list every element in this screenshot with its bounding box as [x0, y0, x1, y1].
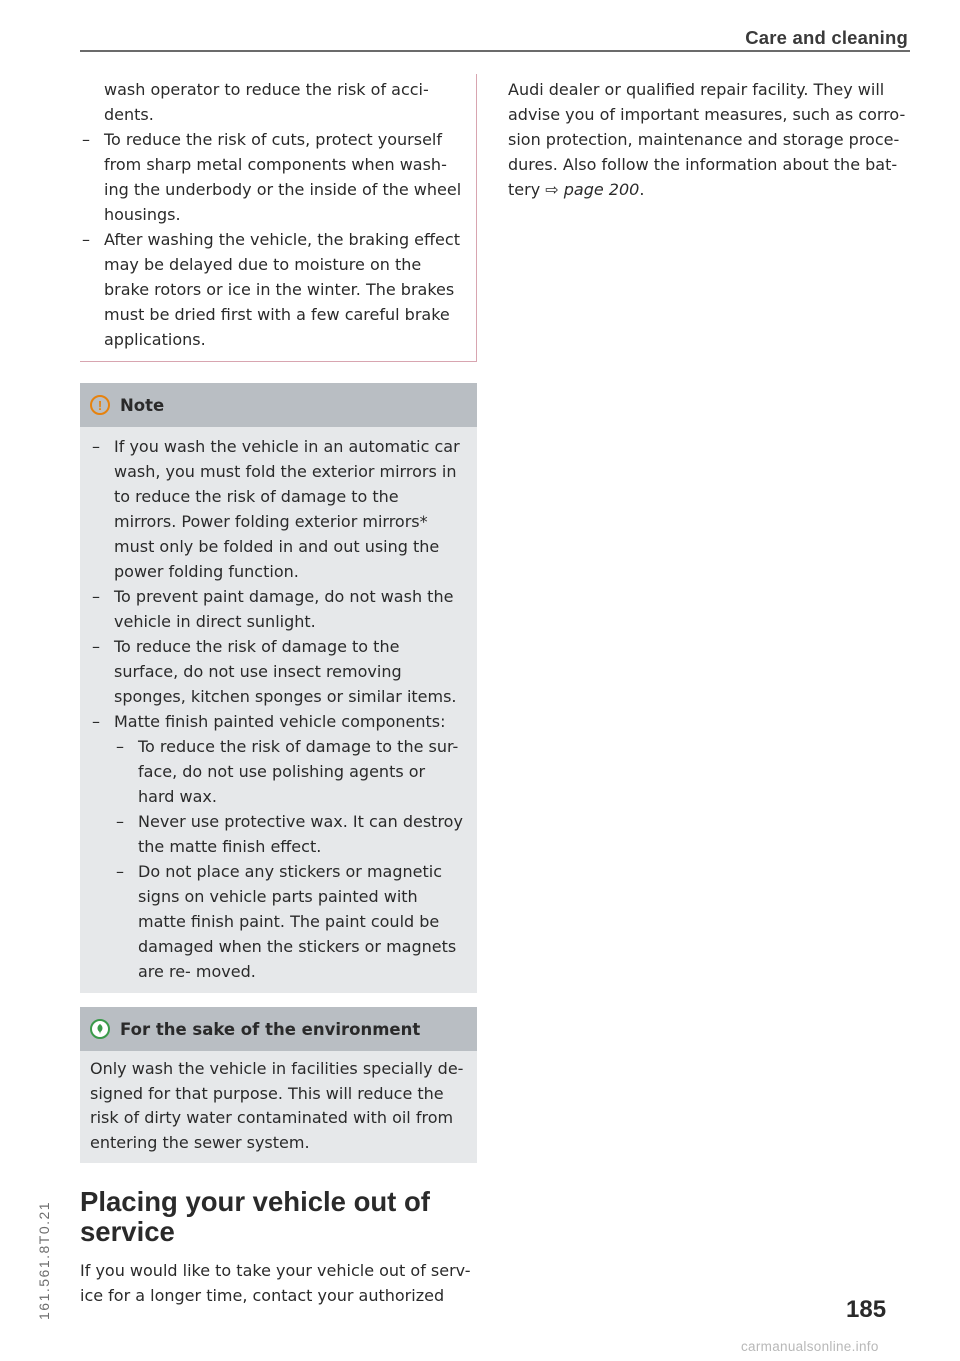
note-subitem: – To reduce the risk of damage to the sur- face, do not use polishing agents or hard wax.	[114, 734, 465, 809]
note-sublist	[114, 734, 465, 984]
environment-text: Only wash the vehicle in facilities specially de- signed for that purpose. This will reduce the risk of dirty water contaminated with oil from entering the sewer system.	[90, 1059, 464, 1152]
note-body	[80, 427, 477, 993]
section-text-right	[508, 77, 913, 202]
leaf-icon	[94, 1023, 106, 1035]
environment-box	[80, 1007, 477, 1163]
page-number: 185	[846, 1296, 887, 1323]
warning-list	[80, 127, 466, 352]
note-list	[90, 434, 465, 984]
right-column	[508, 77, 913, 202]
exclamation-circle-icon: !	[90, 395, 110, 415]
left-column	[80, 74, 477, 1308]
note-box	[80, 383, 477, 993]
warning-continued-text: wash operator to reduce the risk of acci- dents.	[104, 80, 429, 124]
note-item-text: Matte finish painted vehicle components:	[114, 712, 446, 731]
page-reference-link[interactable]: ⇨ page 200	[545, 180, 640, 199]
warning-box	[80, 74, 477, 362]
leaf-circle-icon	[90, 1019, 110, 1039]
note-item: – If you wash the vehicle in an automatic car wash, you must fold the exterior mirrors in to reduce the risk of damage to the mirrors. Power folding exterior mirrors* must only be folded in and out using the power folding function.	[90, 434, 465, 584]
environment-body	[80, 1051, 477, 1163]
warning-item: – To reduce the risk of cuts, protect yourself from sharp metal components when wash- ing the underbody or the inside of the wheel housings.	[80, 127, 466, 227]
note-header	[80, 383, 477, 427]
section-text-right-body: Audi dealer or qualified repair facility. They will advise you of important measures, such as corro- sion protection, maintenance and storage proce- dures. Also follow the information about the bat- tery	[508, 80, 906, 199]
note-item-matte	[90, 709, 465, 984]
note-item: – To reduce the risk of damage to the surface, do not use insect removing sponges, kitchen sponges or similar items.	[90, 634, 465, 709]
note-title: Note	[120, 395, 165, 415]
environment-header	[80, 1007, 477, 1051]
side-code: 161.561.8T0.21	[36, 1200, 52, 1320]
watermark: carmanualsonline.info	[741, 1339, 879, 1354]
section-text-right-end: .	[639, 180, 645, 199]
section-heading: Placing your vehicle out of service	[80, 1186, 430, 1247]
note-subitem: – Never use protective wax. It can destroy the matte finish effect.	[114, 809, 465, 859]
section-title: Care and cleaning	[745, 27, 908, 48]
header-rule	[80, 50, 910, 52]
warning-item: – After washing the vehicle, the braking effect may be delayed due to moisture on the brake rotors or ice in the winter. The brakes must be dried first with a few careful brake applications.	[80, 227, 466, 352]
section-text-left: If you would like to take your vehicle out of serv- ice for a longer time, contact your authorized	[80, 1261, 471, 1305]
note-subitem: – Do not place any stickers or magnetic signs on vehicle parts painted with matte finish paint. The paint could be damaged when the stickers or magnets are re- moved.	[114, 859, 465, 984]
note-item: – To prevent paint damage, do not wash the vehicle in direct sunlight.	[90, 584, 465, 634]
environment-title: For the sake of the environment	[120, 1019, 421, 1039]
